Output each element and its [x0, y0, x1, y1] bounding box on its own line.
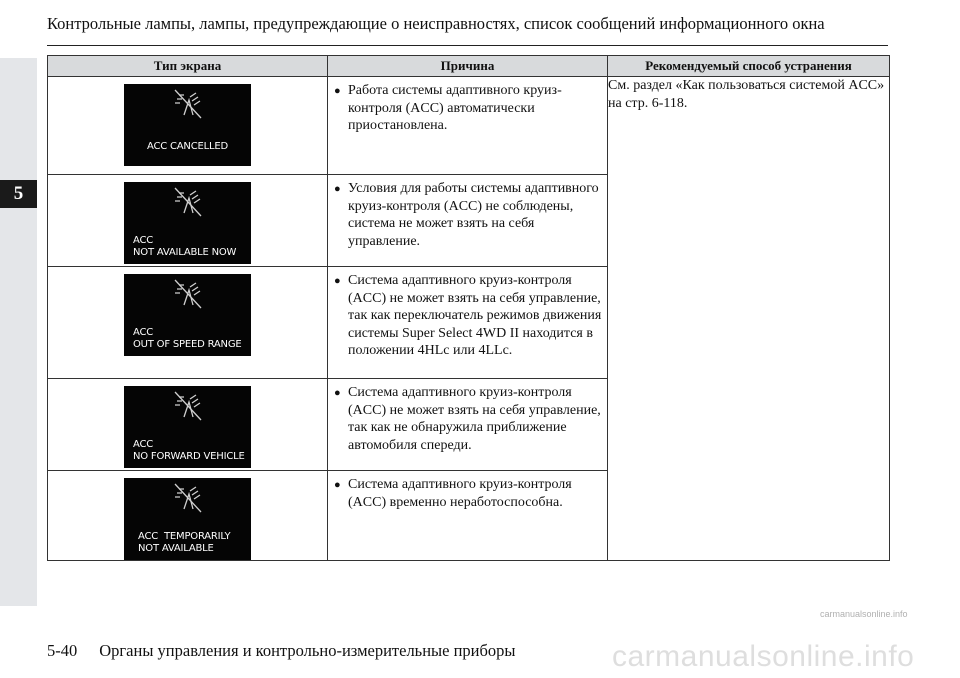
cause-text: Система адаптивного круиз-контроля (ACC) не может взять на себя управление, так как не обнаружила приближение автомобиля спереди.: [348, 385, 601, 453]
display-screen: [124, 386, 251, 468]
acc-unavailable-icon: [171, 482, 205, 514]
cause-cell: [328, 267, 608, 379]
screen-cell: [48, 379, 328, 471]
screen-cell: [48, 175, 328, 267]
page-footer: [47, 641, 515, 661]
circle-bullet-icon: ●: [334, 387, 341, 399]
watermark-large: carmanualsonline.info: [612, 640, 915, 673]
acc-unavailable-icon: [171, 88, 205, 120]
column-header-cause: Причина: [328, 56, 608, 77]
header-divider: [47, 45, 888, 46]
screen-message: ACC CANCELLED: [147, 141, 228, 152]
circle-bullet-icon: ●: [334, 183, 341, 195]
column-header-remedy: Рекомендуемый способ устранения: [608, 56, 890, 77]
circle-bullet-icon: ●: [334, 479, 341, 491]
page-header-title: Контрольные лампы, лампы, предупреждающие о неисправностях, список сообщений информационного окна: [47, 14, 825, 33]
acc-unavailable-icon: [171, 186, 205, 218]
table-row: [48, 77, 890, 175]
cause-cell: [328, 471, 608, 561]
acc-unavailable-icon: [171, 278, 205, 310]
circle-bullet-icon: ●: [334, 85, 341, 97]
cause-text: Работа системы адаптивного круиз-контроля (ACC) автоматически приостановлена.: [348, 83, 562, 134]
screen-cell: [48, 77, 328, 175]
cause-text: Система адаптивного круиз-контроля (ACC) временно неработоспособна.: [348, 477, 572, 510]
screen-message: ACC NO FORWARD VEHICLE: [133, 439, 245, 462]
screen-message: ACC TEMPORARILY NOT AVAILABLE: [138, 531, 231, 554]
table-header-row: [48, 56, 890, 77]
display-screen: [124, 274, 251, 356]
page-number: 5-40: [47, 641, 78, 660]
watermark-small: carmanualsonline.info: [820, 609, 908, 619]
circle-bullet-icon: ●: [334, 275, 341, 287]
display-screen: [124, 478, 251, 560]
cause-cell: [328, 379, 608, 471]
remedy-cell: См. раздел «Как пользоваться системой ACC» на стр. 6-118.: [608, 77, 890, 561]
chapter-side-tab: [0, 58, 37, 606]
display-screen: [124, 84, 251, 166]
screen-message: ACC NOT AVAILABLE NOW: [133, 235, 237, 258]
cause-text: Условия для работы системы адаптивного круиз-контроля (ACC) не соблюдены, система не может взять на себя управление.: [348, 181, 599, 249]
section-title: Органы управления и контрольно-измерительные приборы: [99, 641, 516, 660]
cause-cell: [328, 77, 608, 175]
chapter-number: 5: [0, 180, 37, 208]
screen-message: ACC OUT OF SPEED RANGE: [133, 327, 242, 350]
cause-cell: [328, 175, 608, 267]
screen-cell: [48, 471, 328, 561]
acc-unavailable-icon: [171, 390, 205, 422]
screen-cell: [48, 267, 328, 379]
display-screen: [124, 182, 251, 264]
cause-text: Система адаптивного круиз-контроля (ACC) не может взять на себя управление, так как переключатель режимов движения системы Super Select 4WD II находится в положении 4HLc или 4LLc.: [348, 273, 602, 359]
column-header-screen-type: Тип экрана: [48, 56, 328, 77]
message-table: [47, 55, 890, 561]
